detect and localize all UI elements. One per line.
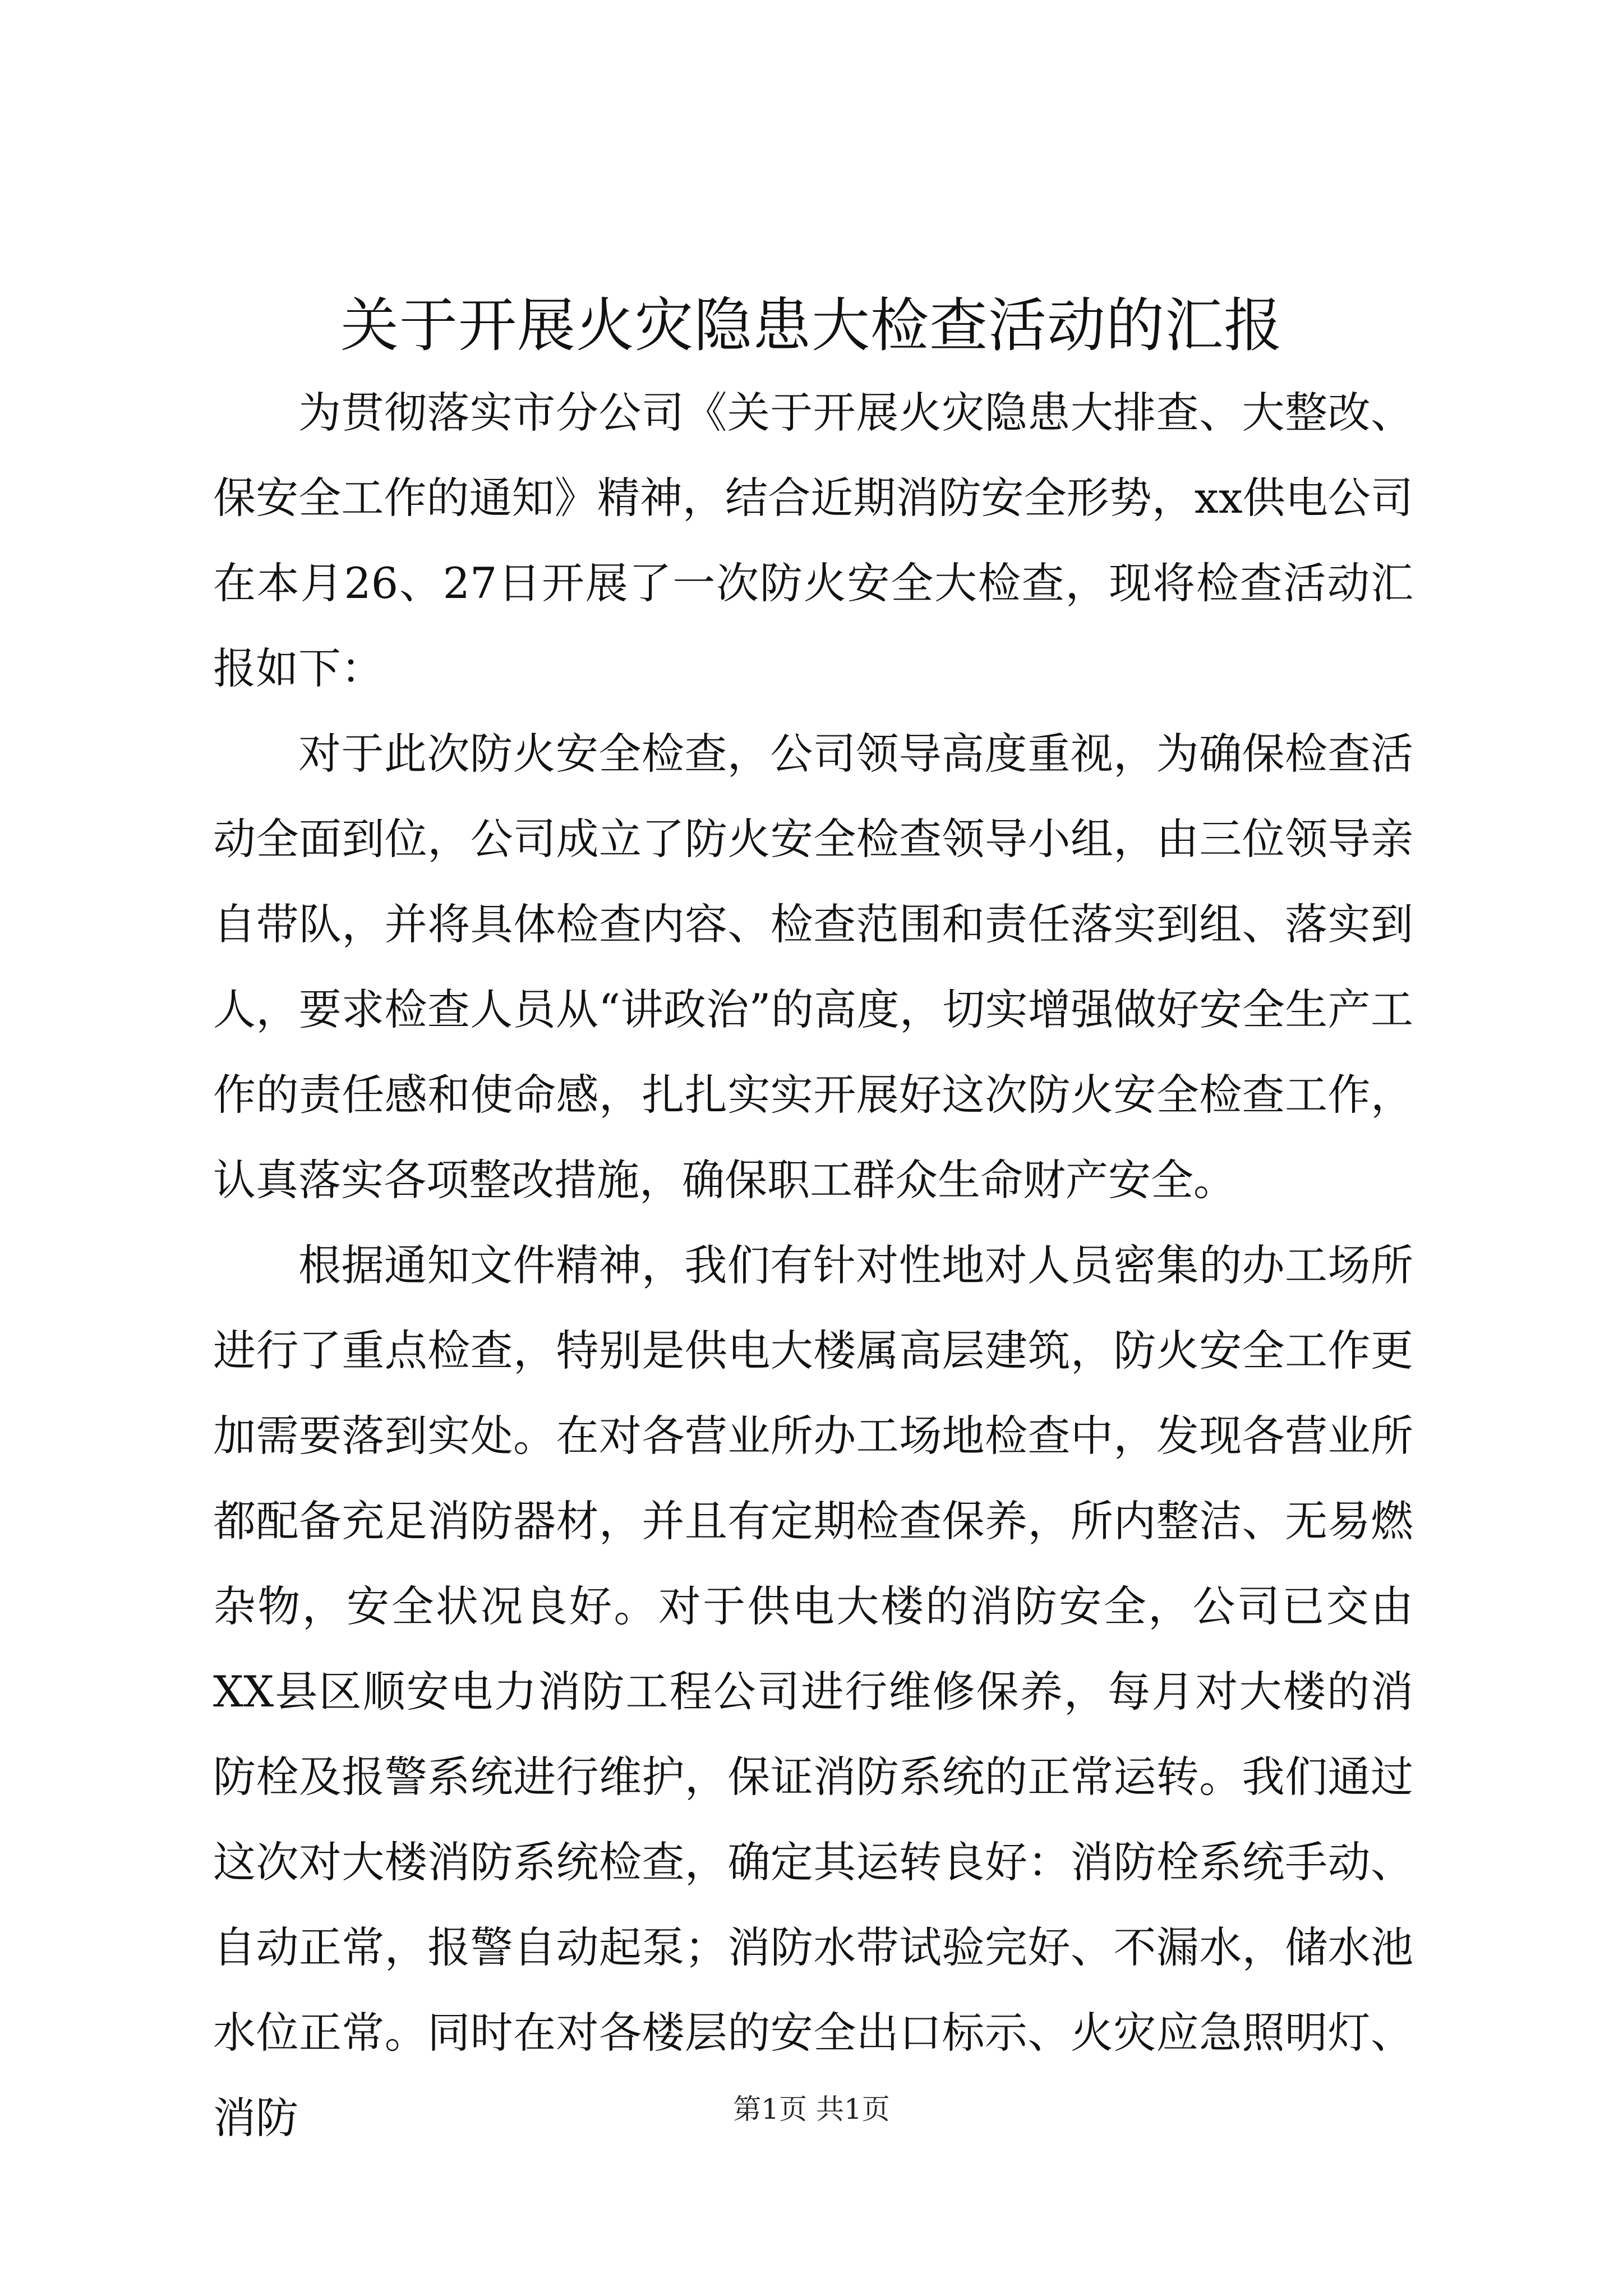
paragraph-inspection-details: 根据通知文件精神，我们有针对性地对人员密集的办工场所进行了重点检查，特别是供电大楼属高层建筑，防火安全工作更加需要落到实处。在对各营业所办工场地检查中，发现各营业所都配备充足消防器材，并且有定期检查保养，所内整洁、无易燃杂物，安全状况良好。对于供电大楼的消防安全，公司已交由XX县区顺安电力消防工程公司进行维修保养，每月对大楼的消防栓及报警系统进行维护，保证消防系统的正常运转。我们通过这次对大楼消防系统检查，确定其运转良好：消防栓系统手动、自动正常，报警自动起泵；消防水带试验完好、不漏水，储水池水位正常。同时在对各楼层的安全出口标示、火灾应急照明灯、消防 — [213, 1240, 1413, 2143]
page-footer: 第1页 共1页 — [733, 2093, 890, 2125]
paragraph-intro: 为贯彻落实市分公司《关于开展火灾隐患大排查、大整改、保安全工作的通知》精神，结合近期消防安全形势，xx供电公司在本月26、27日开展了一次防火安全大检查，现将检查活动汇报如下： — [213, 388, 1413, 693]
document-title: 关于开展火灾隐患大检查活动的汇报 — [340, 291, 1283, 360]
paragraph-organization: 对于此次防火安全检查，公司领导高度重视，为确保检查活动全面到位，公司成立了防火安全检查领导小组，由三位领导亲自带队，并将具体检查内容、检查范围和责任落实到组、落实到人，要求检查人员从“讲政治”的高度，切实增强做好安全生产工作的责任感和使命感，扎扎实实开展好这次防火安全检查工作，认真落实各项整改措施，确保职工群众生命财产安全。 — [213, 729, 1413, 1205]
document-body — [213, 370, 1413, 2161]
